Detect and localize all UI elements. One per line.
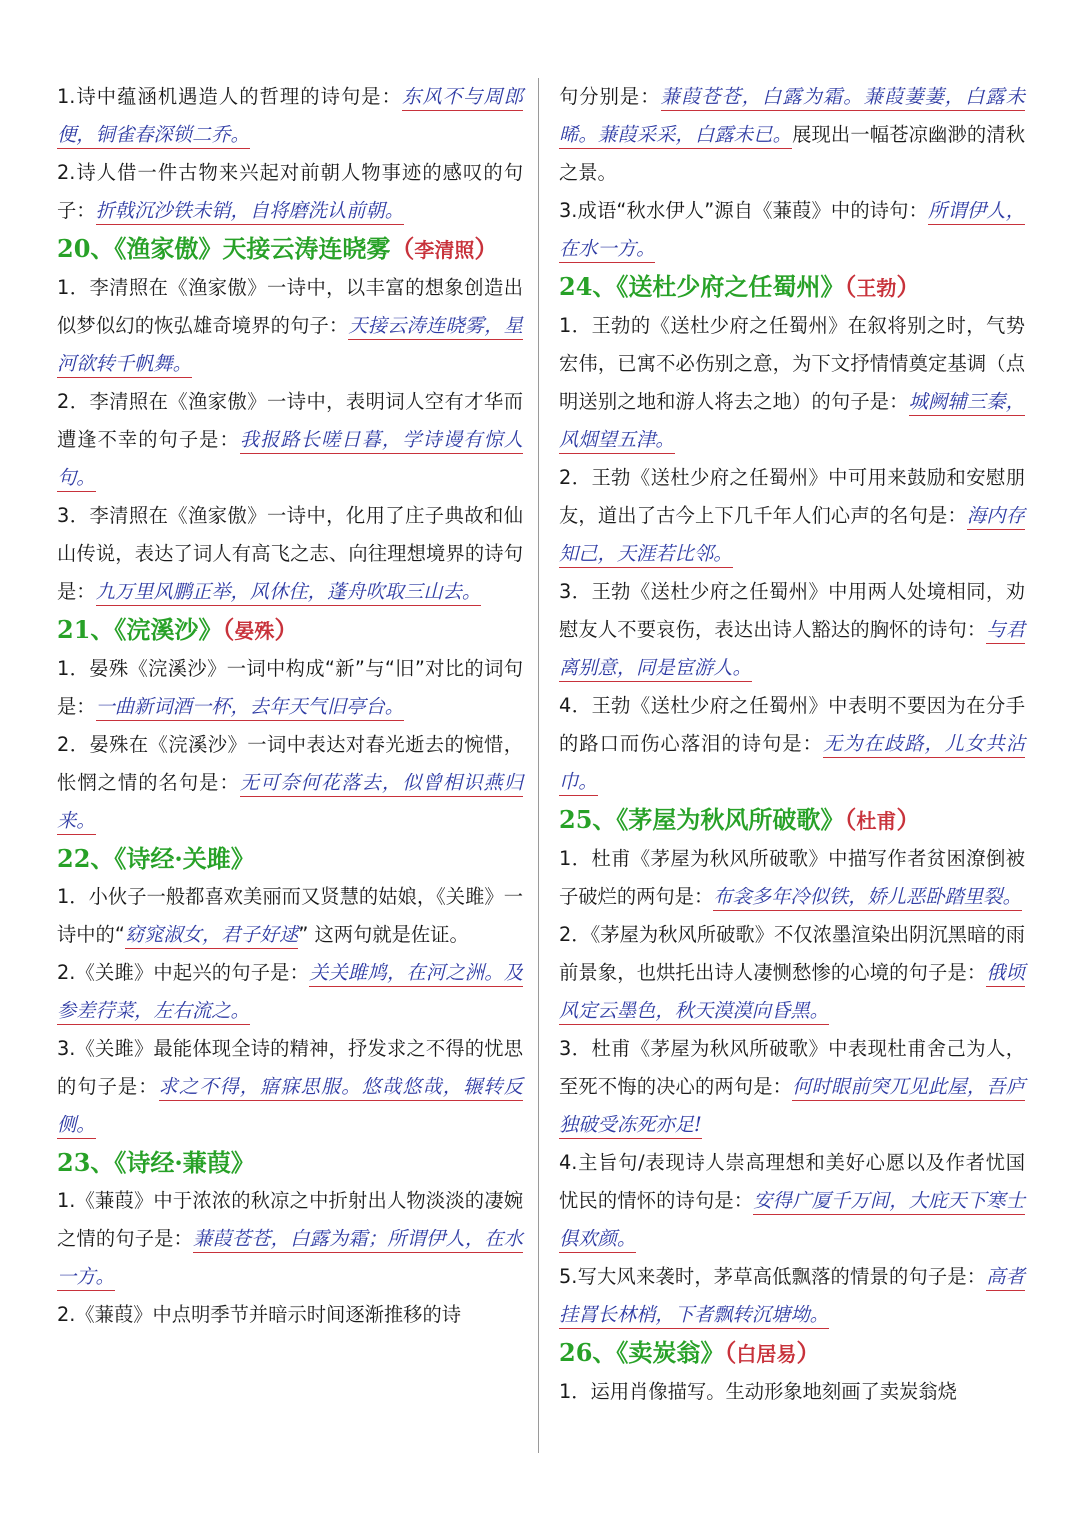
- question-text: 1．晏殊《浣溪沙》一词中构成“新”与“旧”对比的词句是：: [57, 657, 523, 718]
- paren-close: ）: [896, 805, 921, 834]
- section-number: 21、: [57, 615, 115, 644]
- section-title: 《茅屋为秋风所破歌》: [616, 805, 845, 834]
- answer-text: 九万里风鹏正举，风休住，蓬舟吹取三山去。: [96, 580, 482, 606]
- question-paragraph: [57, 726, 523, 840]
- question-paragraph: [559, 459, 1025, 573]
- question-paragraph: [57, 497, 523, 611]
- section-heading: [559, 1334, 1025, 1373]
- question-text: 2.诗人借一件古物来兴起对前朝人物事迹的感叹的句子：: [57, 161, 523, 222]
- section-number: 25、: [559, 805, 617, 834]
- question-paragraph: [57, 78, 523, 154]
- question-text: 1．李清照在《渔家傲》一诗中，以丰富的想象创造出似梦似幻的恢弘雄奇境界的句子：: [57, 276, 523, 337]
- question-text: 2.《关雎》中起兴的句子是：: [57, 961, 310, 984]
- paren-open: （: [724, 1338, 737, 1367]
- question-text: 2．李清照在《渔家傲》一诗中，表明词人空有才华而遭逢不幸的句子是：: [57, 390, 523, 451]
- answer-text: 关关雎鸠，在河之洲。及参差荇菜，左右流之。: [57, 961, 523, 1025]
- question-paragraph: [57, 269, 523, 383]
- answer-text: 无可奈何花落去，似曾相识燕归来。: [57, 771, 523, 835]
- section-number: 26、: [559, 1338, 617, 1367]
- left-column: [57, 78, 523, 1334]
- question-text: 3.《关雎》最能体现全诗的精神，抒发求之不得的忧思的句子是：: [57, 1037, 523, 1098]
- section-author: 晏殊: [234, 619, 275, 643]
- question-paragraph: [57, 650, 523, 726]
- question-text: ” 这两句就是佐证。: [298, 923, 469, 946]
- answer-text: 何时眼前突兀见此屋，吾庐独破受冻死亦足!: [559, 1075, 1025, 1139]
- question-text: 1.诗中蕴涵机遇造人的哲理的诗句是：: [57, 85, 402, 108]
- answer-text: 窈窕淑女，君子好逑: [125, 923, 299, 949]
- answer-text: 海内存知己，天涯若比邻。: [559, 504, 1025, 568]
- question-text: 2．王勃《送杜少府之任蜀州》中可用来鼓励和安慰朋友，道出了古今上下几千年人们心声的名句是：: [559, 466, 1025, 527]
- question-text: 2.《蒹葭》中点明季节并暗示时间逐渐推移的诗: [57, 1303, 462, 1326]
- question-paragraph: [559, 78, 1025, 192]
- answer-text: 无为在歧路，儿女共沾巾。: [559, 732, 1025, 796]
- question-paragraph: [57, 878, 523, 954]
- section-heading: [57, 840, 523, 878]
- question-text: 4．王勃《送杜少府之任蜀州》中表明不要因为在分手的路口而伤心落泪的诗句是：: [559, 694, 1025, 755]
- section-heading: [559, 268, 1025, 307]
- answer-text: 与君离别意，同是宦游人。: [559, 618, 1025, 682]
- question-text: 4.主旨句/表现诗人崇高理想和美好心愿以及作者忧国忧民的情怀的诗句是：: [559, 1151, 1025, 1212]
- question-paragraph: [57, 154, 523, 230]
- paren-close: ）: [474, 234, 499, 263]
- paren-open: （: [844, 272, 857, 301]
- question-paragraph: [559, 1144, 1025, 1258]
- question-paragraph: [57, 383, 523, 497]
- question-text: 1．小伙子一般都喜欢美丽而又贤慧的姑娘，《关雎》一诗中的“: [57, 885, 523, 946]
- question-text: 1．王勃的《送杜少府之任蜀州》在叙将别之时，气势宏伟，已寓不必伤别之意，为下文抒情情奠定基调（点明送别之地和游人将去之地）的句子是：: [559, 314, 1025, 413]
- answer-text: 一曲新词酒一杯，去年天气旧亭台。: [96, 695, 405, 721]
- question-text: 1．杜甫《茅屋为秋风所破歌》中描写作者贫困潦倒被子破烂的两句是：: [559, 847, 1025, 908]
- column-divider: [538, 78, 539, 1453]
- question-text: 句分别是：: [559, 85, 661, 108]
- section-author: 杜甫: [856, 809, 897, 833]
- section-heading: [559, 801, 1025, 840]
- question-text: 1.《蒹葭》中于浓浓的秋凉之中折射出人物淡淡的凄婉之情的句子是：: [57, 1189, 523, 1250]
- question-paragraph: [559, 687, 1025, 801]
- question-paragraph: [559, 192, 1025, 268]
- section-number: 22、: [57, 844, 115, 873]
- answer-text: 俄顷风定云墨色，秋天漠漠向昏黑。: [559, 961, 1025, 1025]
- question-text: 3．王勃《送杜少府之任蜀州》中用两人处境相同，劝慰友人不要哀伤，表达出诗人豁达的胸怀的诗句：: [559, 580, 1025, 641]
- question-paragraph: [57, 1182, 523, 1296]
- section-title: 《送杜少府之任蜀州》: [616, 272, 845, 301]
- question-paragraph: [559, 916, 1025, 1030]
- paren-close: ）: [896, 272, 921, 301]
- question-paragraph: [559, 1373, 1025, 1411]
- answer-text: 城阙辅三秦，风烟望五津。: [559, 390, 1025, 454]
- answer-text: 蒹葭苍苍，白露为霜。蒹葭萋萋，白露未晞。蒹葭采采，白露未已。: [559, 85, 1025, 149]
- answer-text: 东风不与周郎便，铜雀春深锁二乔。: [57, 85, 523, 149]
- section-author: 王勃: [856, 276, 897, 300]
- question-text: 展现出一幅苍凉幽渺的清秋之景。: [559, 123, 1026, 184]
- section-number: 20、: [57, 234, 115, 263]
- question-paragraph: [57, 1296, 523, 1334]
- answer-text: 天接云涛连晓雾，星河欲转千帆舞。: [57, 314, 523, 378]
- question-text: 3．杜甫《茅屋为秋风所破歌》中表现杜甫舍己为人，至死不悔的决心的两句是：: [559, 1037, 1025, 1098]
- section-number: 24、: [559, 272, 617, 301]
- question-paragraph: [559, 840, 1025, 916]
- question-paragraph: [57, 954, 523, 1030]
- question-text: 3.成语“秋水伊人”源自《蒹葭》中的诗句：: [559, 199, 929, 222]
- question-paragraph: [559, 1258, 1025, 1334]
- question-text: 2．晏殊在《浣溪沙》一词中表达对春光逝去的惋惜，怅惘之情的名句是：: [57, 733, 523, 794]
- right-column: [559, 78, 1025, 1411]
- section-heading: [57, 230, 523, 269]
- question-text: 3．李清照在《渔家傲》一诗中，化用了庄子典故和仙山传说，表达了词人有高飞之志、向往理想境界的诗句是：: [57, 504, 523, 603]
- answer-text: 安得广厦千万间，大庇天下寒士俱欢颜。: [559, 1189, 1025, 1253]
- section-number: 23、: [57, 1148, 115, 1177]
- section-heading: [57, 611, 523, 650]
- answer-text: 所谓伊人，在水一方。: [559, 199, 1025, 263]
- section-author: 白居易: [736, 1342, 797, 1366]
- question-paragraph: [559, 1030, 1025, 1144]
- question-text: 1．运用肖像描写。生动形象地刻画了卖炭翁烧: [559, 1380, 957, 1403]
- question-text: 5.写大风来袭时，茅草高低飘落的情景的句子是：: [559, 1265, 987, 1288]
- section-heading: [57, 1144, 523, 1182]
- section-title: 《渔家傲》天接云涛连晓雾: [114, 234, 391, 263]
- question-paragraph: [57, 1030, 523, 1144]
- paren-close: ）: [274, 615, 299, 644]
- paren-open: （: [222, 615, 235, 644]
- question-text: 2．《茅屋为秋风所破歌》不仅浓墨渲染出阴沉黑暗的雨前景象，也烘托出诗人凄恻愁惨的心境的句子是：: [559, 923, 1025, 984]
- answer-text: 求之不得，寤寐思服。悠哉悠哉，辗转反侧。: [57, 1075, 523, 1139]
- paren-open: （: [390, 234, 415, 263]
- answer-text: 折戟沉沙铁未销，自将磨洗认前朝。: [96, 199, 405, 225]
- section-author: 李清照: [414, 238, 475, 262]
- paren-close: ）: [796, 1338, 821, 1367]
- section-title: 《卖炭翁》: [616, 1338, 725, 1367]
- question-paragraph: [559, 573, 1025, 687]
- answer-text: 我报路长嗟日暮，学诗谩有惊人句。: [57, 428, 523, 492]
- question-paragraph: [559, 307, 1025, 459]
- section-title: 《诗经·关雎》: [114, 844, 255, 873]
- section-title: 《诗经·蒹葭》: [114, 1148, 255, 1177]
- section-title: 《浣溪沙》: [114, 615, 223, 644]
- answer-text: 布衾多年冷似铁，娇儿恶卧踏里裂。: [713, 885, 1022, 911]
- answer-text: 高者挂罥长林梢，下者飘转沉塘坳。: [559, 1265, 1025, 1329]
- answer-text: 蒹葭苍苍，白露为霜；所谓伊人，在水一方。: [57, 1227, 523, 1291]
- paren-open: （: [844, 805, 857, 834]
